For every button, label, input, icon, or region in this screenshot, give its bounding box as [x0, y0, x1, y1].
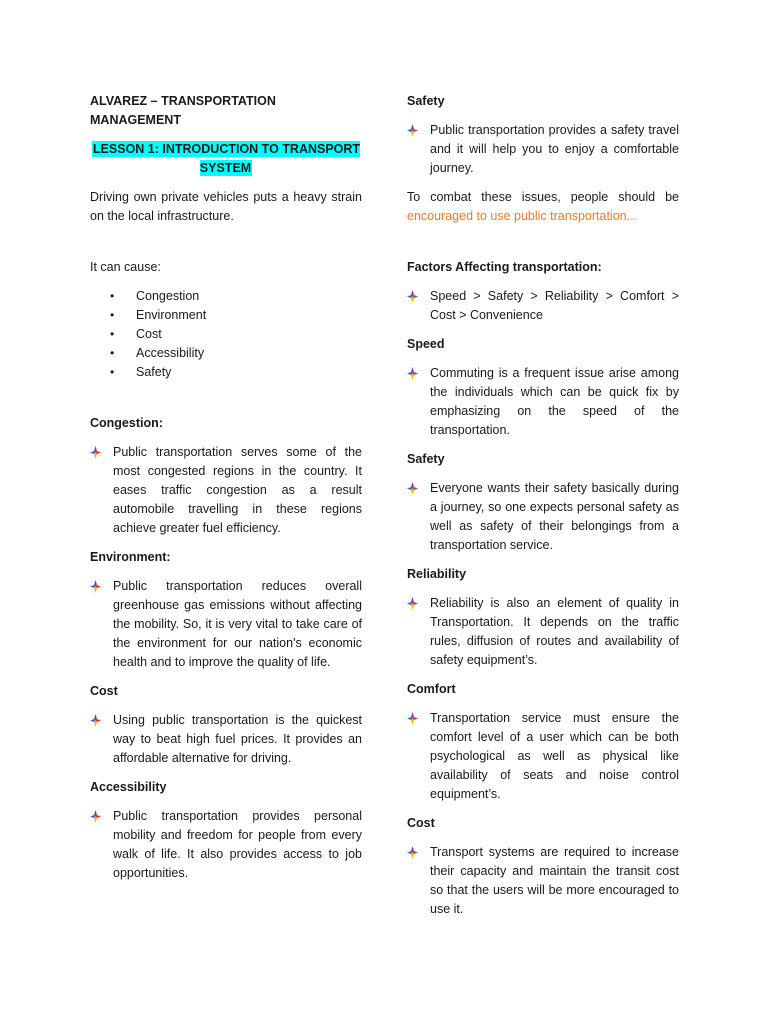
speed-bullet: [407, 364, 679, 440]
left-column: [90, 92, 362, 893]
round-bullet: •: [110, 308, 115, 322]
intro-paragraph: Driving own private vehicles puts a heavy strain on the local infrastructure.: [90, 190, 362, 223]
four-point-star-bullet-icon: [407, 124, 418, 137]
list-item: [90, 363, 362, 382]
accessibility-bullet: [90, 807, 362, 883]
four-point-star-bullet-icon: [90, 580, 101, 593]
comfort-text: Transportation service must ensure the comfort level of a user which can be both psychological as well as physical like availability of seats and noise control equipment’s.: [430, 711, 679, 801]
document-title: ALVAREZ – TRANSPORTATION MANAGEMENT: [90, 94, 276, 127]
congestion-text: Public transportation serves some of the most congested regions in the country. It eases traffic congestion as a result automobile travelling in these regions achieve greater fuel efficiency.: [113, 445, 362, 535]
accessibility-text: Public transportation provides personal mobility and freedom for people from every walk of life. It also provides access to job opportunities.: [113, 809, 362, 880]
environment-heading: Environment:: [90, 550, 171, 564]
cause-label-safety: Safety: [136, 365, 172, 379]
factors-text: Speed > Safety > Reliability > Comfort > Cost > Convenience: [430, 289, 679, 322]
four-point-star-bullet-icon: [407, 482, 418, 495]
four-point-star-bullet-icon: [90, 714, 101, 727]
round-bullet: •: [110, 327, 115, 341]
safety-bullet: [407, 121, 679, 178]
speed-text: Commuting is a frequent issue arise among the individuals which can be quick fix by emphasizing on the speed of the transportation.: [430, 366, 679, 437]
cause-label: It can cause:: [90, 260, 161, 274]
safety-text: Public transportation provides a safety travel and it will help you to enjoy a comfortable journey.: [430, 123, 679, 175]
cost-text: Using public transportation is the quickest way to beat high fuel prices. It provides an affordable alternative for driving.: [113, 713, 362, 765]
cost-heading: Cost: [90, 684, 118, 698]
factors-bullet: [407, 287, 679, 325]
causes-list: [90, 287, 362, 382]
round-bullet: •: [110, 289, 115, 303]
lesson-title: [90, 140, 362, 178]
four-point-star-bullet-icon: [90, 810, 101, 823]
list-item: [90, 325, 362, 344]
cause-label-congestion: Congestion: [136, 289, 200, 303]
list-item: [90, 306, 362, 325]
safety-heading: Safety: [407, 94, 445, 108]
safety2-bullet: [407, 479, 679, 555]
environment-bullet: [90, 577, 362, 672]
four-point-star-bullet-icon: [407, 712, 418, 725]
cost2-bullet: [407, 843, 679, 919]
four-point-star-bullet-icon: [407, 290, 418, 303]
reliability-heading: Reliability: [407, 567, 467, 581]
safety2-heading: Safety: [407, 452, 445, 466]
cost-bullet: [90, 711, 362, 768]
four-point-star-bullet-icon: [407, 846, 418, 859]
environment-text: Public transportation reduces overall greenhouse gas emissions without affecting the mobility. So, it is very vital to take care of the environment for our nation's economic health and to improve the quality of life.: [113, 579, 362, 669]
list-item: [90, 287, 362, 306]
comfort-heading: Comfort: [407, 682, 456, 696]
lesson-title-text: LESSON 1: INTRODUCTION TO TRANSPORT SYSTEM: [92, 142, 361, 175]
list-item: [90, 344, 362, 363]
four-point-star-bullet-icon: [90, 446, 101, 459]
combat-highlight: encouraged to use public transportation...: [407, 209, 638, 223]
congestion-bullet: [90, 443, 362, 538]
factors-heading: Factors Affecting transportation:: [407, 260, 602, 274]
cost2-heading: Cost: [407, 816, 435, 830]
combat-paragraph: [407, 188, 679, 226]
reliability-bullet: [407, 594, 679, 670]
round-bullet: •: [110, 346, 115, 360]
cause-label-cost: Cost: [136, 327, 162, 341]
congestion-heading: Congestion:: [90, 416, 163, 430]
reliability-text: Reliability is also an element of quality in Transportation. It depends on the traffic rules, diffusion of routes and availability of safety equipment’s.: [430, 596, 679, 667]
cost2-text: Transport systems are required to increase their capacity and maintain the transit cost so that the users will be more encouraged to use it.: [430, 845, 679, 916]
cause-label-environment: Environment: [136, 308, 207, 322]
speed-heading: Speed: [407, 337, 445, 351]
round-bullet: •: [110, 365, 115, 379]
comfort-bullet: [407, 709, 679, 804]
right-column: [407, 92, 679, 929]
safety2-text: Everyone wants their safety basically during a journey, so one expects personal safety as well as safety of their belongings from a transportation service.: [430, 481, 679, 552]
four-point-star-bullet-icon: [407, 597, 418, 610]
four-point-star-bullet-icon: [407, 367, 418, 380]
cause-label-accessibility: Accessibility: [136, 346, 205, 360]
combat-text: To combat these issues, people should be: [407, 190, 679, 204]
accessibility-heading: Accessibility: [90, 780, 167, 794]
